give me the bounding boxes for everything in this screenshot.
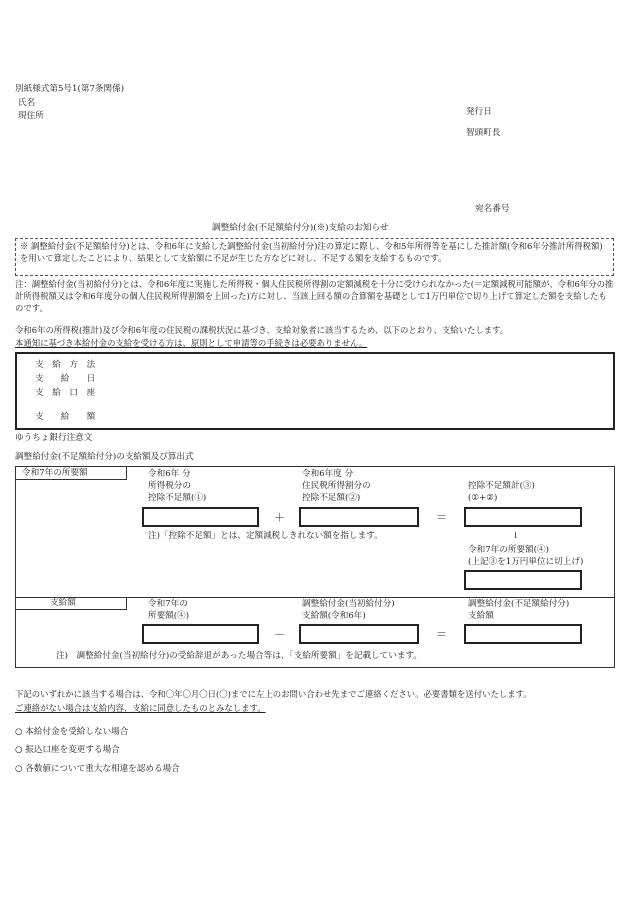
col1-line1: 令和6年 分 xyxy=(148,469,191,479)
refusal-note: 注) 調整給付金(当初給付分)の受給辞退があった場合等は、「支給所要額」を記載しています。 xyxy=(56,651,422,661)
page-title: 調整給付金(不足額給付分)(※)支給のお知らせ xyxy=(212,223,389,233)
required-amount-box-2 xyxy=(142,624,259,644)
payment-account-label: 支 給 口 座 xyxy=(35,388,96,398)
option-discrepancy: ○ 各数値について重大な相違を認める場合 xyxy=(15,764,180,774)
income-tax-shortfall-box xyxy=(142,507,259,527)
col6-line1: 調整給付金(不足額給付分) xyxy=(468,599,570,609)
plus-sign: ＋ xyxy=(274,511,285,524)
col2-line3: 控除不足額(②) xyxy=(302,493,361,503)
required-amount-box xyxy=(464,570,582,590)
col1-line3: 控除不足額(①) xyxy=(148,493,207,503)
name-label: 氏名 xyxy=(18,98,36,108)
row1-label: 令和7年の所要額 xyxy=(22,468,88,478)
required-line2: (上記③を1万円単位に切上げ) xyxy=(468,557,584,567)
shortfall-total-box xyxy=(464,507,582,527)
col3-line2: (①+②) xyxy=(468,493,498,503)
minus-sign: － xyxy=(274,628,285,641)
calc-title: 調整給付金(不足額給付分)の支給額及び算出式 xyxy=(15,452,194,462)
payment-method-label: 支 給 方 法 xyxy=(35,360,96,370)
payment-box xyxy=(15,352,615,430)
payment-date-label: 支 給 日 xyxy=(35,374,96,384)
notice-box: ※ 調整給付金(不足額給付分)とは、令和6年に支給した調整給付金(当初給付分)注の算定に際し、令和5年所得等を基にした推計額(令和6年分推計所得税額)を用いて算定したことにより、結果として支給額に不足が生じた方などに対し、不足する額を支給するものです。 xyxy=(15,238,614,276)
col5-line1: 調整給付金(当初給付分) xyxy=(302,599,395,609)
shortfall-note: 注)「控除不足額」とは、定額減税しきれない額を指します。 xyxy=(148,531,383,541)
row2-label: 支給額 xyxy=(50,598,76,608)
col2-line1: 令和6年度 分 xyxy=(302,469,354,479)
col6-line2: 支給額 xyxy=(468,611,494,621)
down-arrow: ↓ xyxy=(512,531,520,541)
contact-line-2: ご連絡がない場合は支給内容、支給に同意したものとみなします。 xyxy=(15,703,266,713)
address-label: 現住所 xyxy=(18,111,44,121)
intro-line-1: 令和6年の所得税(推計)及び令和6年度の住民税の課税状況に基づき、支給対象者に該当するため、以下のとおり、支給いたします。 xyxy=(15,325,509,335)
col4-line1: 令和7年の xyxy=(148,599,188,609)
form-number: 別紙様式第5号1(第7条関係) xyxy=(15,84,125,94)
col2-line2: 住民税所得割分の xyxy=(302,481,371,491)
yucho-note: ゆうちょ銀行注意文 xyxy=(15,433,93,443)
col3-line1: 控除不足額計(③) xyxy=(468,481,535,491)
intro-line-2: 本通知に基づき本給付金の支給を受ける方は、原則として申請等の手続きは必要ありません。 xyxy=(15,338,368,348)
equals-sign: ＝ xyxy=(436,511,447,524)
issue-date-label: 発行日 xyxy=(466,107,492,117)
contact-line-1: 下記のいずれかに該当する場合は、令和〇年〇月〇日(〇)までに左上のお問い合わせ先までご連絡ください。必要書類を送付いたします。 xyxy=(15,689,532,699)
address-number-label: 宛名番号 xyxy=(475,204,510,214)
issuer-name: 智頭町長 xyxy=(466,128,501,138)
resident-tax-shortfall-box xyxy=(299,507,419,527)
required-line1: 令和7年の所要額(④) xyxy=(468,545,549,555)
equals-sign-2: ＝ xyxy=(436,628,447,641)
initial-payment-box xyxy=(299,624,419,644)
option-no-receipt: ○ 本給付金を受給しない場合 xyxy=(15,727,129,737)
payment-amount-label: 支 給 額 xyxy=(35,412,96,422)
col5-line2: 支給額(令和6年) xyxy=(302,611,366,621)
option-change-account: ○ 振込口座を変更する場合 xyxy=(15,745,120,755)
note-paragraph: 注：調整給付金(当初給付分)とは、令和6年度に実施した所得税・個人住民税所得割の定額減税を十分に受けられなかった(＝定額減税可能額が、令和6年分の推計所得税額又は令和6年度分の個人住民税所得割額を上回った)方に対し、当該上回る額の合算額を基礎として1万円単位で切り上げて算定した額を支給したものです。 xyxy=(15,279,614,313)
shortfall-payment-box xyxy=(464,624,582,644)
calculation-table xyxy=(15,466,615,668)
col4-line2: 所要額(④) xyxy=(148,611,190,621)
col1-line2: 所得税分の xyxy=(148,481,191,491)
